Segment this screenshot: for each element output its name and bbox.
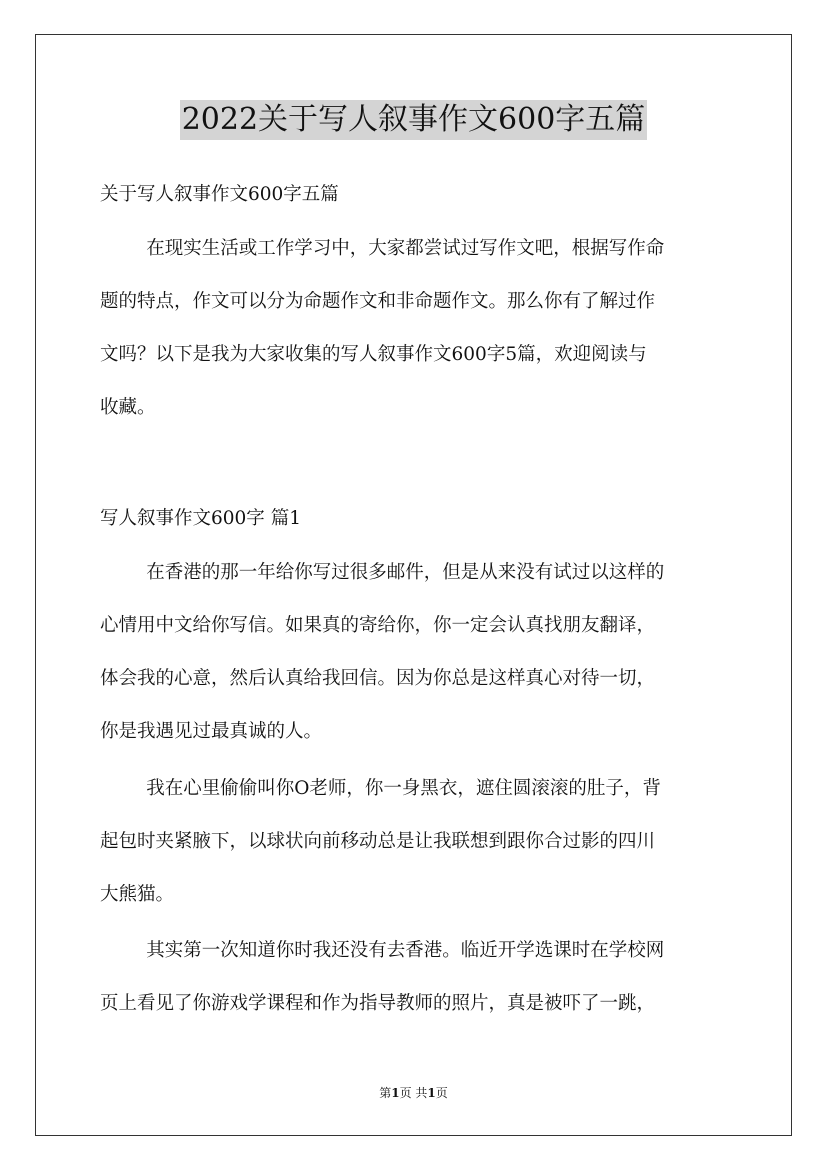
document-title: 2022关于写人叙事作文600字五篇 (180, 100, 648, 140)
body-paragraph-3 (100, 924, 728, 1030)
footer-page-total: 1 (427, 1086, 436, 1100)
paragraph-line: 你是我遇见过最真诚的人。 (100, 721, 323, 742)
paragraph-line: 其实第一次知道你时我还没有去香港。临近开学选课时在学校网 (146, 940, 665, 961)
paragraph-line: 起包时夹紧腋下，以球状向前移动总是让我联想到跟你合过影的四川 (100, 831, 656, 852)
paragraph-line: 在现实生活或工作学习中，大家都尝试过写作文吧，根据写作命 (146, 238, 665, 259)
footer-mid: 页 共 (399, 1086, 428, 1100)
section-heading-text: 写人叙事作文600字 篇1 (100, 508, 301, 529)
paragraph-line: 页上看见了你游戏学课程和作为指导教师的照片，真是被吓了一跳， (100, 993, 656, 1014)
paragraph-line: 题的特点，作文可以分为命题作文和非命题作文。那么你有了解过作 (100, 291, 656, 312)
document-subtitle (100, 168, 728, 221)
intro-paragraph (100, 222, 728, 434)
paragraph-line: 大熊猫。 (100, 884, 175, 905)
subtitle-line: 关于写人叙事作文600字五篇 (100, 184, 339, 205)
title-container (0, 100, 827, 140)
section-heading (100, 492, 728, 545)
footer-prefix: 第 (379, 1086, 392, 1100)
paragraph-line: 我在心里偷偷叫你O老师，你一身黑衣，遮住圆滚滚的肚子，背 (146, 778, 661, 799)
footer-suffix: 页 (435, 1086, 448, 1100)
paragraph-line: 体会我的心意，然后认真给我回信。因为你总是这样真心对待一切， (100, 668, 656, 689)
paragraph-line: 心情用中文给你写信。如果真的寄给你，你一定会认真找朋友翻译， (100, 615, 656, 636)
paragraph-line: 在香港的那一年给你写过很多邮件，但是从来没有试过以这样的 (146, 562, 665, 583)
paragraph-line: 收藏。 (100, 397, 156, 418)
page-footer (0, 1084, 827, 1101)
footer-page-number: 1 (391, 1086, 400, 1100)
body-paragraph-2 (100, 762, 728, 921)
paragraph-line: 文吗？以下是我为大家收集的写人叙事作文600字5篇，欢迎阅读与 (100, 344, 647, 365)
body-paragraph-1 (100, 546, 728, 758)
